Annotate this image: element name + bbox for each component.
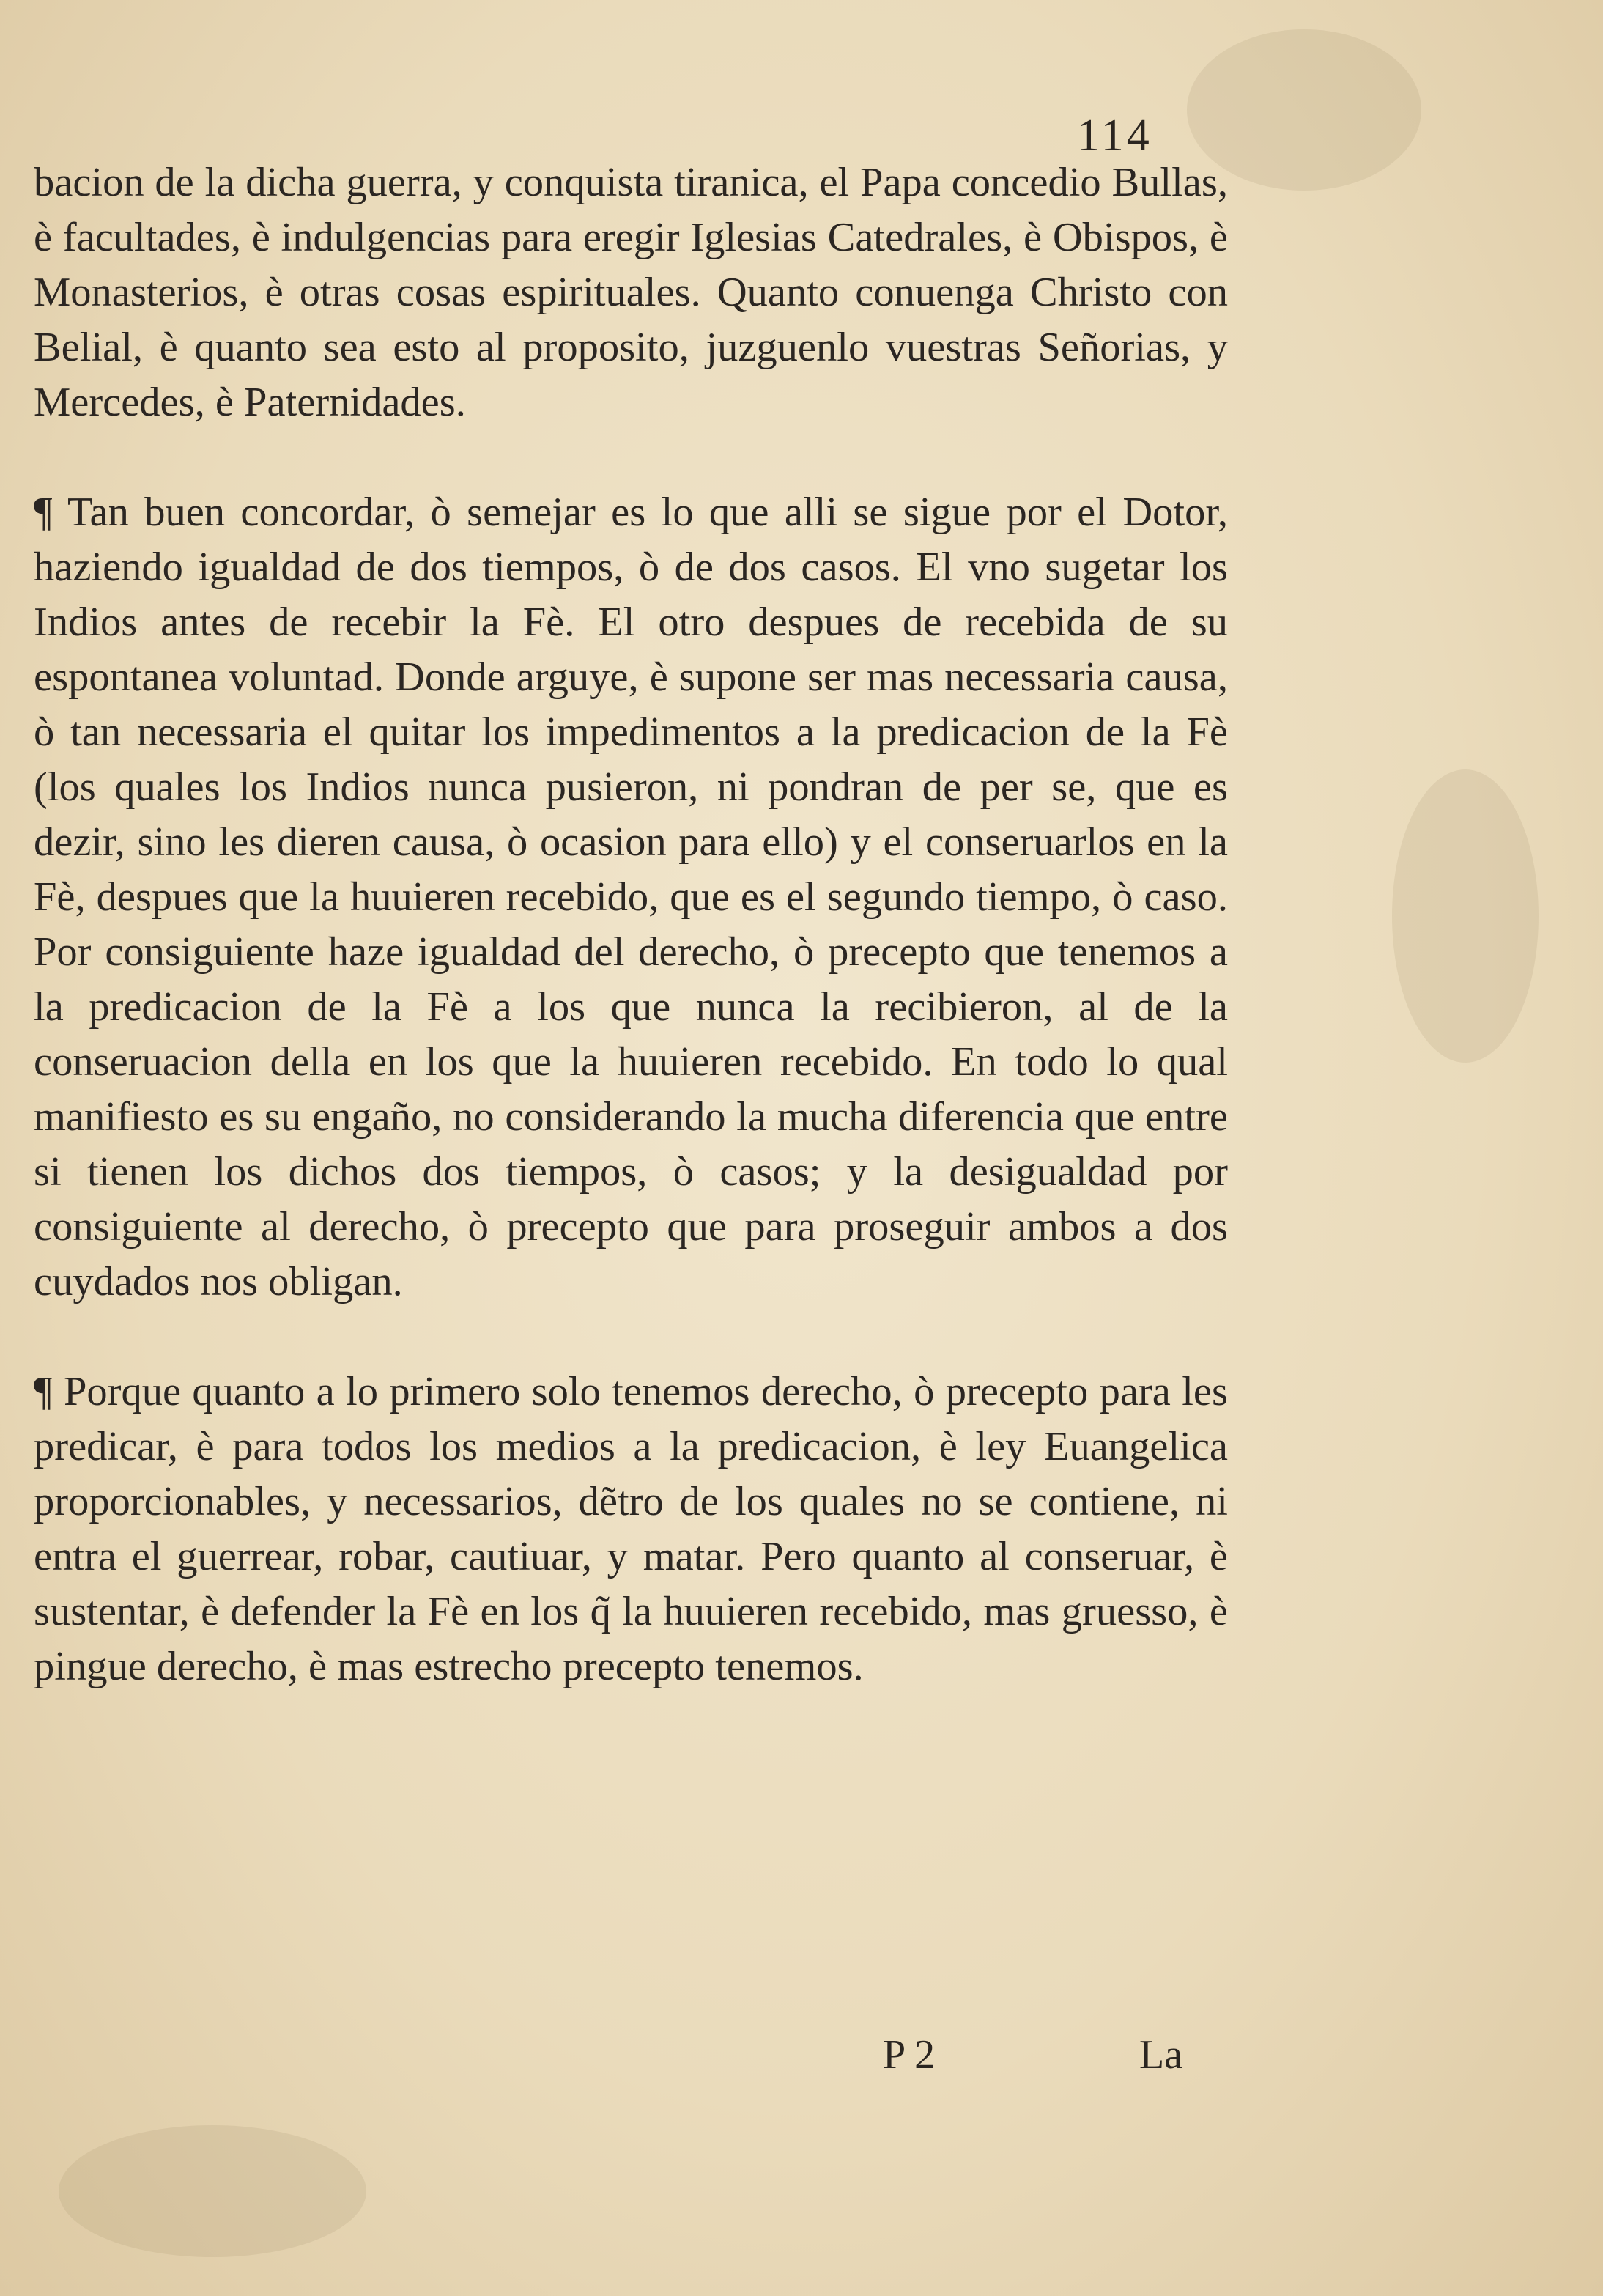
paragraph: ¶ Tan buen concordar, ò semejar es lo que alli se sigue por el Dotor, haziendo igualdad de dos tiempos, ò de dos casos. El vno sugetar los Indios antes de recebir la Fè. El otro despues de recebida de su espontanea voluntad. Donde arguye, è supone ser mas necessaria causa, ò tan necessaria el quitar los impedimentos a la predicacion de la Fè (los quales los Indios nunca pusieron, ni pondran de per se, que es dezir, sino les dieren causa, ò ocasion para ello) y el conseruarlos en la Fè, despues que la huuieren recebido, que es el segundo tiempo, ò caso. Por consiguiente haze igualdad del derecho, ò precepto que tenemos a la predicacion de la Fè a los que nunca la recibieron, al de la conseruacion della en los que la huuieren recebido. En todo lo qual manifiesto es su engaño, no considerando la mucha diferencia que entre si tienen los dichos dos tiempos, ò casos; y la desigualdad por consiguiente al derecho, ò precepto que para proseguir ambos a dos cuydados nos obligan.	[34, 490, 1228, 1304]
paragraph: bacion de la dicha guerra, y conquista tiranica, el Papa concedio Bullas, è facultades, è indulgencias para eregir Iglesias Catedrales, è Obispos, è Monasterios, è otras cosas espirituales. Quanto conuenga Christo con Belial, è quanto sea esto al proposito, juzguenlo vuestras Señorias, y Mercedes, è Paternidades.	[34, 160, 1228, 425]
signature-mark: P 2	[883, 2032, 936, 2078]
body-text	[34, 155, 1228, 1694]
paragraph: ¶ Porque quanto a lo primero solo tenemos derecho, ò precepto para les predicar, è para todos los medios a la predicacion, è ley Euangelica proporcionables, y necessarios, dẽtro de los quales no se contiene, ni entra el guerrear, robar, cautiuar, y matar. Pero quanto al conseruar, è sustentar, è defender la Fè en los q̃ la huuieren recebido, mas gruesso, è pingue derecho, è mas estrecho precepto tenemos.	[34, 1369, 1228, 1689]
paper-stain	[1392, 769, 1539, 1063]
paper-stain	[59, 2125, 366, 2257]
catchword: La	[1139, 2032, 1183, 2078]
page-number: 114	[1077, 111, 1152, 160]
